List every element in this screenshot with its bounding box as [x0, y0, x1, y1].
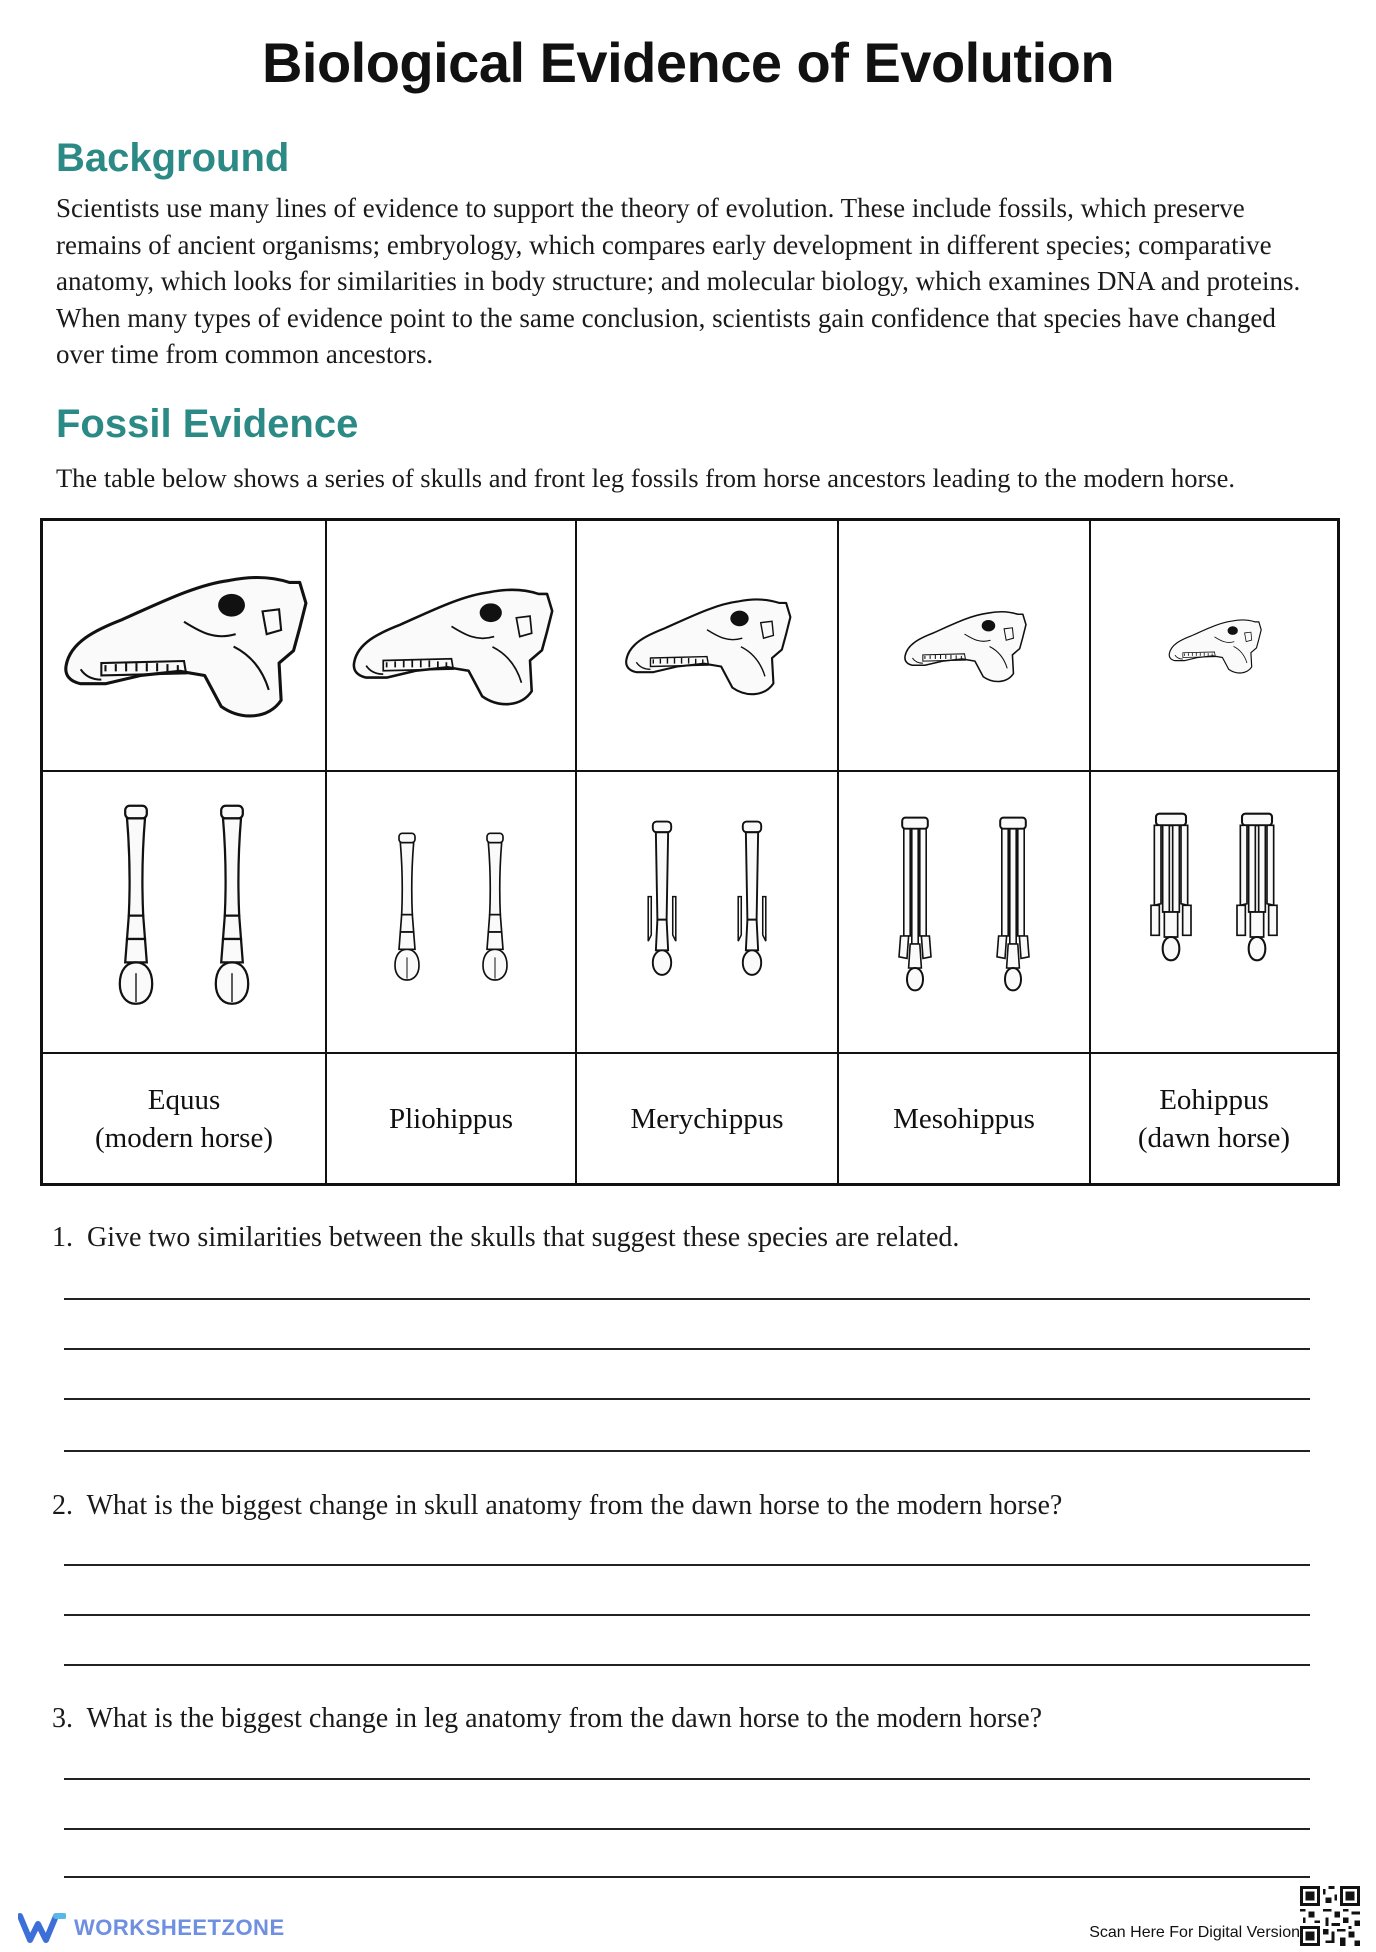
skull-cell-eohippus — [1091, 521, 1337, 772]
species-name: Pliohippus — [388, 1102, 514, 1135]
leg-cell-equus — [43, 772, 327, 1054]
merychippus-leg-icon — [729, 812, 775, 1012]
merychippus-leg-icon — [639, 812, 685, 1012]
skull-cell-merychippus — [577, 521, 839, 772]
mesohippus-leg-icon — [989, 812, 1037, 1012]
equus-leg-icon — [109, 792, 163, 1032]
pliohippus-leg-icon — [387, 812, 427, 1012]
question-text: What is the biggest change in skull anatomy from the dawn horse to the modern horse? — [86, 1490, 1063, 1521]
species-name-cell — [1091, 1054, 1337, 1183]
species-name-cell — [839, 1054, 1091, 1183]
answer-line[interactable] — [64, 1450, 1310, 1452]
species-name: Eohippus — [1159, 1083, 1269, 1116]
leg-cell-pliohippus — [327, 772, 577, 1054]
fossil-evidence-intro: The table below shows a series of skulls and front leg fossils from horse ancestors leading to the modern horse. — [56, 463, 1235, 493]
question-text: Give two similarities between the skulls that suggest these species are related. — [87, 1222, 960, 1253]
species-name-cell — [577, 1054, 839, 1183]
species-name-cell — [43, 1054, 327, 1183]
fossil-table — [40, 518, 1340, 1186]
question-number: 1. — [52, 1222, 73, 1253]
leg-cell-merychippus — [577, 772, 839, 1054]
question-number: 3. — [52, 1703, 73, 1734]
question-number: 2. — [52, 1490, 73, 1521]
eohippus-leg-icon — [1231, 812, 1283, 1012]
answer-line[interactable] — [64, 1664, 1310, 1666]
answer-line[interactable] — [64, 1614, 1310, 1616]
worksheetzone-logo-icon — [18, 1910, 66, 1946]
fossil-evidence-heading: Fossil Evidence — [56, 402, 359, 446]
species-name: Equus — [147, 1083, 221, 1116]
pliohippus-skull-icon — [349, 582, 554, 710]
brand-name: WORKSHEETZONE — [74, 1915, 285, 1940]
eohippus-skull-icon — [1167, 616, 1262, 676]
answer-line[interactable] — [64, 1564, 1310, 1566]
answer-line[interactable] — [64, 1398, 1310, 1400]
leg-cell-eohippus — [1091, 772, 1337, 1054]
equus-leg-icon — [205, 792, 259, 1032]
answer-line[interactable] — [64, 1348, 1310, 1350]
pliohippus-leg-icon — [475, 812, 515, 1012]
question-3 — [52, 1703, 1042, 1735]
answer-line[interactable] — [64, 1778, 1310, 1780]
answer-line[interactable] — [64, 1828, 1310, 1830]
answer-line[interactable] — [64, 1298, 1310, 1300]
skull-cell-equus — [43, 521, 327, 772]
species-note: (modern horse) — [95, 1121, 273, 1154]
page-title: Biological Evidence of Evolution — [261, 31, 1115, 94]
answer-line[interactable] — [64, 1876, 1310, 1878]
equus-skull-icon — [59, 568, 309, 723]
question-1 — [52, 1222, 959, 1254]
merychippus-skull-icon — [622, 593, 792, 699]
qr-code-icon[interactable] — [1300, 1886, 1360, 1946]
eohippus-leg-icon — [1145, 812, 1197, 1012]
mesohippus-skull-icon — [902, 606, 1027, 686]
background-heading: Background — [56, 136, 290, 180]
leg-cell-mesohippus — [839, 772, 1091, 1054]
mesohippus-leg-icon — [891, 812, 939, 1012]
species-note: (dawn horse) — [1137, 1121, 1291, 1154]
species-name-cell — [327, 1054, 577, 1183]
question-2 — [52, 1490, 1062, 1522]
background-paragraph: Scientists use many lines of evidence to support the theory of evolution. These include fossils, which preserve remains of ancient organisms; embryology, which compares early development in different species; comparative anatomy, which looks for similarities in body structure; and molecular biology, which examines DNA and proteins. When many types of evidence point to the same conclusion, scientists gain confidence that species have changed over time from common ancestors. — [56, 193, 1301, 369]
skull-cell-pliohippus — [327, 521, 577, 772]
species-name: Mesohippus — [893, 1102, 1035, 1135]
species-name: Merychippus — [630, 1102, 784, 1135]
skull-cell-mesohippus — [839, 521, 1091, 772]
footer-brand — [18, 1910, 285, 1946]
scan-text: Scan Here For Digital Version — [1089, 1924, 1300, 1941]
question-text: What is the biggest change in leg anatomy from the dawn horse to the modern horse? — [86, 1703, 1043, 1734]
